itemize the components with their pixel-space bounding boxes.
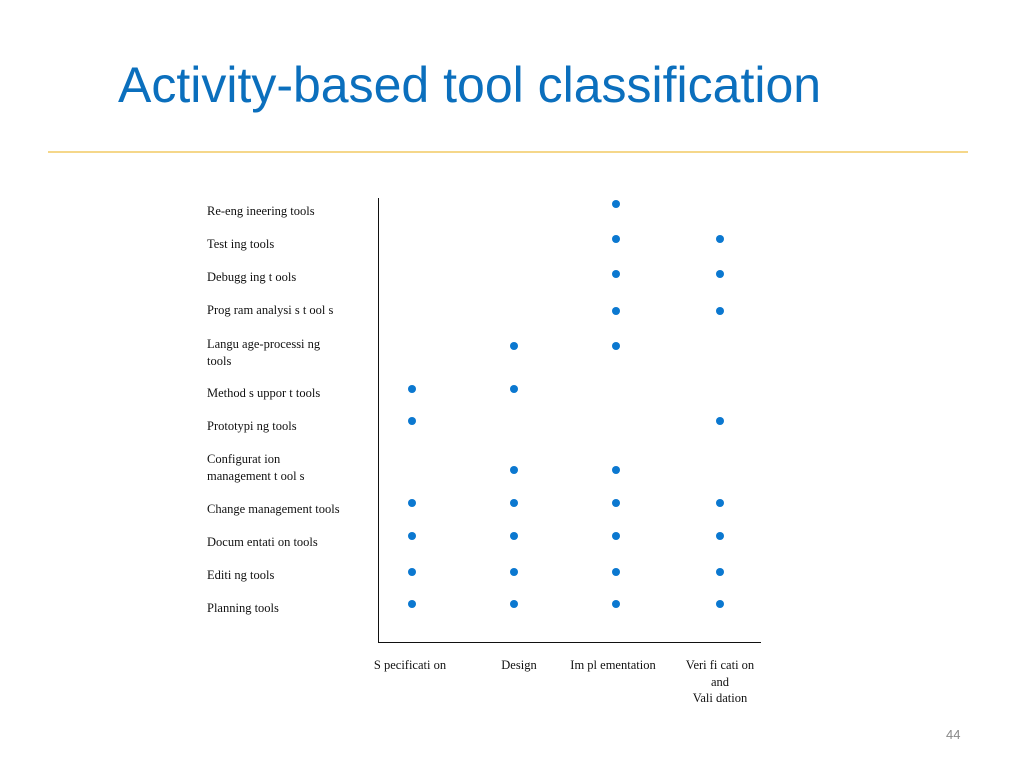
row-label-editing: Editi ng tools [207,568,275,582]
dot-program-analysis-implementation [612,307,620,315]
dot-documentation-specification [408,532,416,540]
row-label-reengineering: Re-eng ineering tools [207,204,315,218]
row-label-configuration-management: Configurat ion management t ool s [207,452,305,483]
row-label-testing: Test ing tools [207,237,275,251]
dot-documentation-implementation [612,532,620,540]
row-label-program-analysis: Prog ram analysi s t ool s [207,303,334,317]
column-label-implementation: Im pl ementation [570,658,656,672]
dot-reengineering-implementation [612,200,620,208]
dot-change-management-implementation [612,499,620,507]
dot-change-management-verification-validation [716,499,724,507]
dot-testing-implementation [612,235,620,243]
dot-debugging-implementation [612,270,620,278]
x-axis-line [378,642,761,643]
dot-change-management-design [510,499,518,507]
dot-planning-verification-validation [716,600,724,608]
column-label-verification-validation: Veri fi cati on and Vali dation [685,658,755,705]
dot-configuration-management-implementation [612,466,620,474]
y-axis-line [378,198,379,642]
dot-planning-implementation [612,600,620,608]
dot-editing-design [510,568,518,576]
row-label-prototyping: Prototypi ng tools [207,419,297,433]
dot-change-management-specification [408,499,416,507]
dot-planning-design [510,600,518,608]
dot-debugging-verification-validation [716,270,724,278]
dot-program-analysis-verification-validation [716,307,724,315]
dot-testing-verification-validation [716,235,724,243]
dot-prototyping-verification-validation [716,417,724,425]
slide-title: Activity-based tool classification [118,57,822,113]
column-label-design: Design [501,658,537,672]
dot-editing-specification [408,568,416,576]
dot-language-processing-implementation [612,342,620,350]
dot-documentation-design [510,532,518,540]
dot-editing-verification-validation [716,568,724,576]
row-label-change-management: Change management tools [207,502,340,516]
dot-editing-implementation [612,568,620,576]
column-label-specification: S pecificati on [373,658,447,672]
row-label-documentation: Docum entati on tools [207,535,318,549]
page-number: 44 [946,727,961,742]
title-divider [48,151,968,153]
row-label-method-support: Method s uppor t tools [207,386,321,400]
dot-planning-specification [408,600,416,608]
dot-method-support-design [510,385,518,393]
row-label-language-processing: Langu age-processi ng tools [207,337,321,368]
dot-documentation-verification-validation [716,532,724,540]
dot-configuration-management-design [510,466,518,474]
dot-method-support-specification [408,385,416,393]
row-label-debugging: Debugg ing t ools [207,270,297,284]
dot-prototyping-specification [408,417,416,425]
dot-language-processing-design [510,342,518,350]
row-label-planning: Planning tools [207,601,279,615]
